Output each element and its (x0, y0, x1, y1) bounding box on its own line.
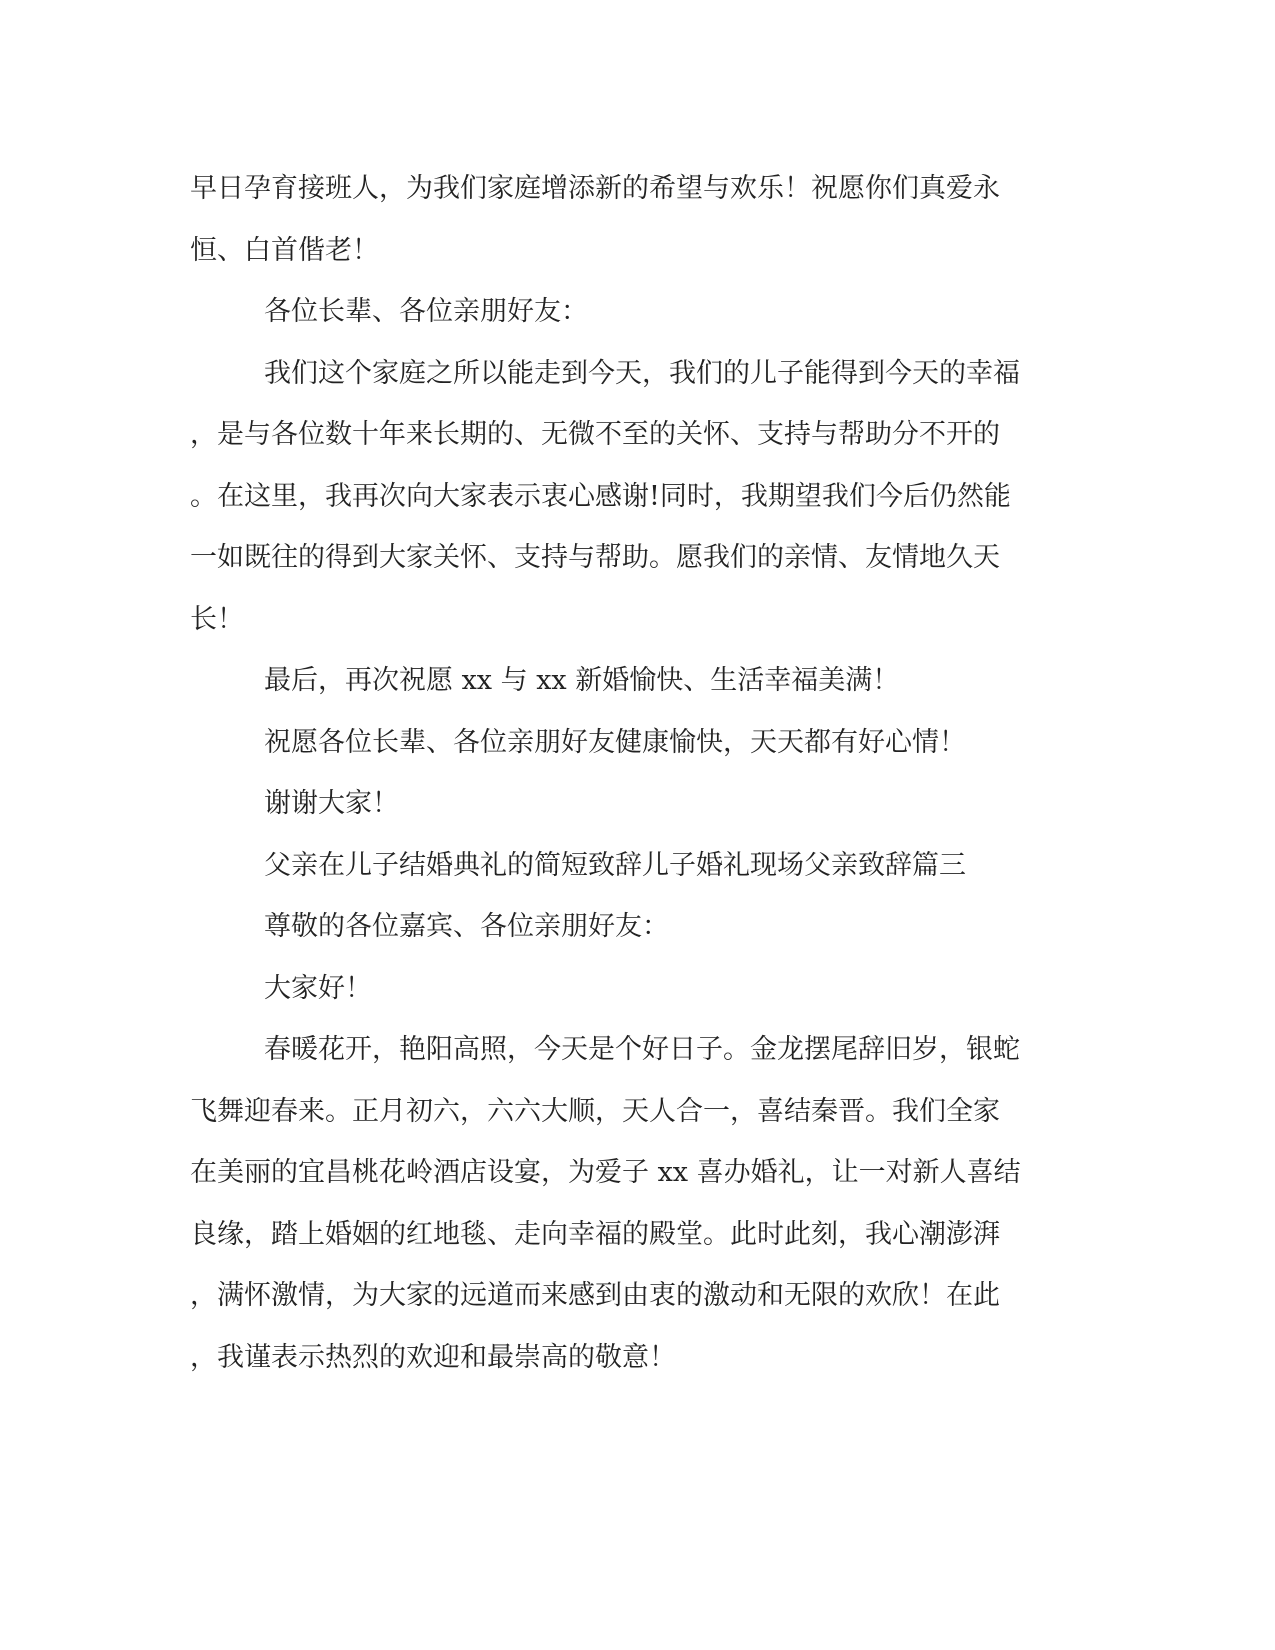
text-line: ，我谨表示热烈的欢迎和最崇高的敬意！ (190, 1341, 676, 1373)
text-line: 恒、白首偕老！ (190, 234, 379, 266)
text-line: 早日孕育接班人，为我们家庭增添新的希望与欢乐！祝愿你们真爱永 (190, 173, 1000, 204)
text-line: 在美丽的宜昌桃花岭酒店设宴，为爱子 xx 喜办婚礼，让一对新人喜结 (190, 1157, 1021, 1188)
text-line: 良缘，踏上婚姻的红地毯、走向幸福的殿堂。此时此刻，我心潮澎湃 (190, 1218, 1000, 1250)
text-line: 飞舞迎春来。正月初六，六六大顺，天人合一，喜结秦晋。我们全家 (190, 1095, 1000, 1127)
document-body (190, 158, 1090, 1388)
text-line: 尊敬的各位嘉宾、各位亲朋好友： (264, 911, 669, 942)
text-line: 谢谢大家！ (264, 788, 399, 819)
text-line: ，满怀激情，为大家的远道而来感到由衷的激动和无限的欢欣！在此 (190, 1280, 1000, 1311)
text-line: 。在这里，我再次向大家表示衷心感谢!同时，我期望我们今后仍然能 (190, 480, 1011, 512)
text-line: 大家好！ (264, 972, 372, 1004)
section-heading: 父亲在儿子结婚典礼的简短致辞儿子婚礼现场父亲致辞篇三 (264, 849, 966, 881)
text-line: 祝愿各位长辈、各位亲朋好友健康愉快，天天都有好心情！ (264, 726, 966, 758)
text-line: 各位长辈、各位亲朋好友： (264, 296, 588, 327)
text-line: ，是与各位数十年来长期的、无微不至的关怀、支持与帮助分不开的 (190, 419, 1000, 450)
text-line: 一如既往的得到大家关怀、支持与帮助。愿我们的亲情、友情地久天 (190, 542, 1000, 573)
text-line: 春暖花开，艳阳高照，今天是个好日子。金龙摆尾辞旧岁，银蛇 (264, 1034, 1020, 1065)
text-line: 我们这个家庭之所以能走到今天，我们的儿子能得到今天的幸福 (264, 357, 1020, 389)
text-line: 长！ (190, 603, 244, 635)
text-line: 最后，再次祝愿 xx 与 xx 新婚愉快、生活幸福美满！ (264, 665, 900, 696)
